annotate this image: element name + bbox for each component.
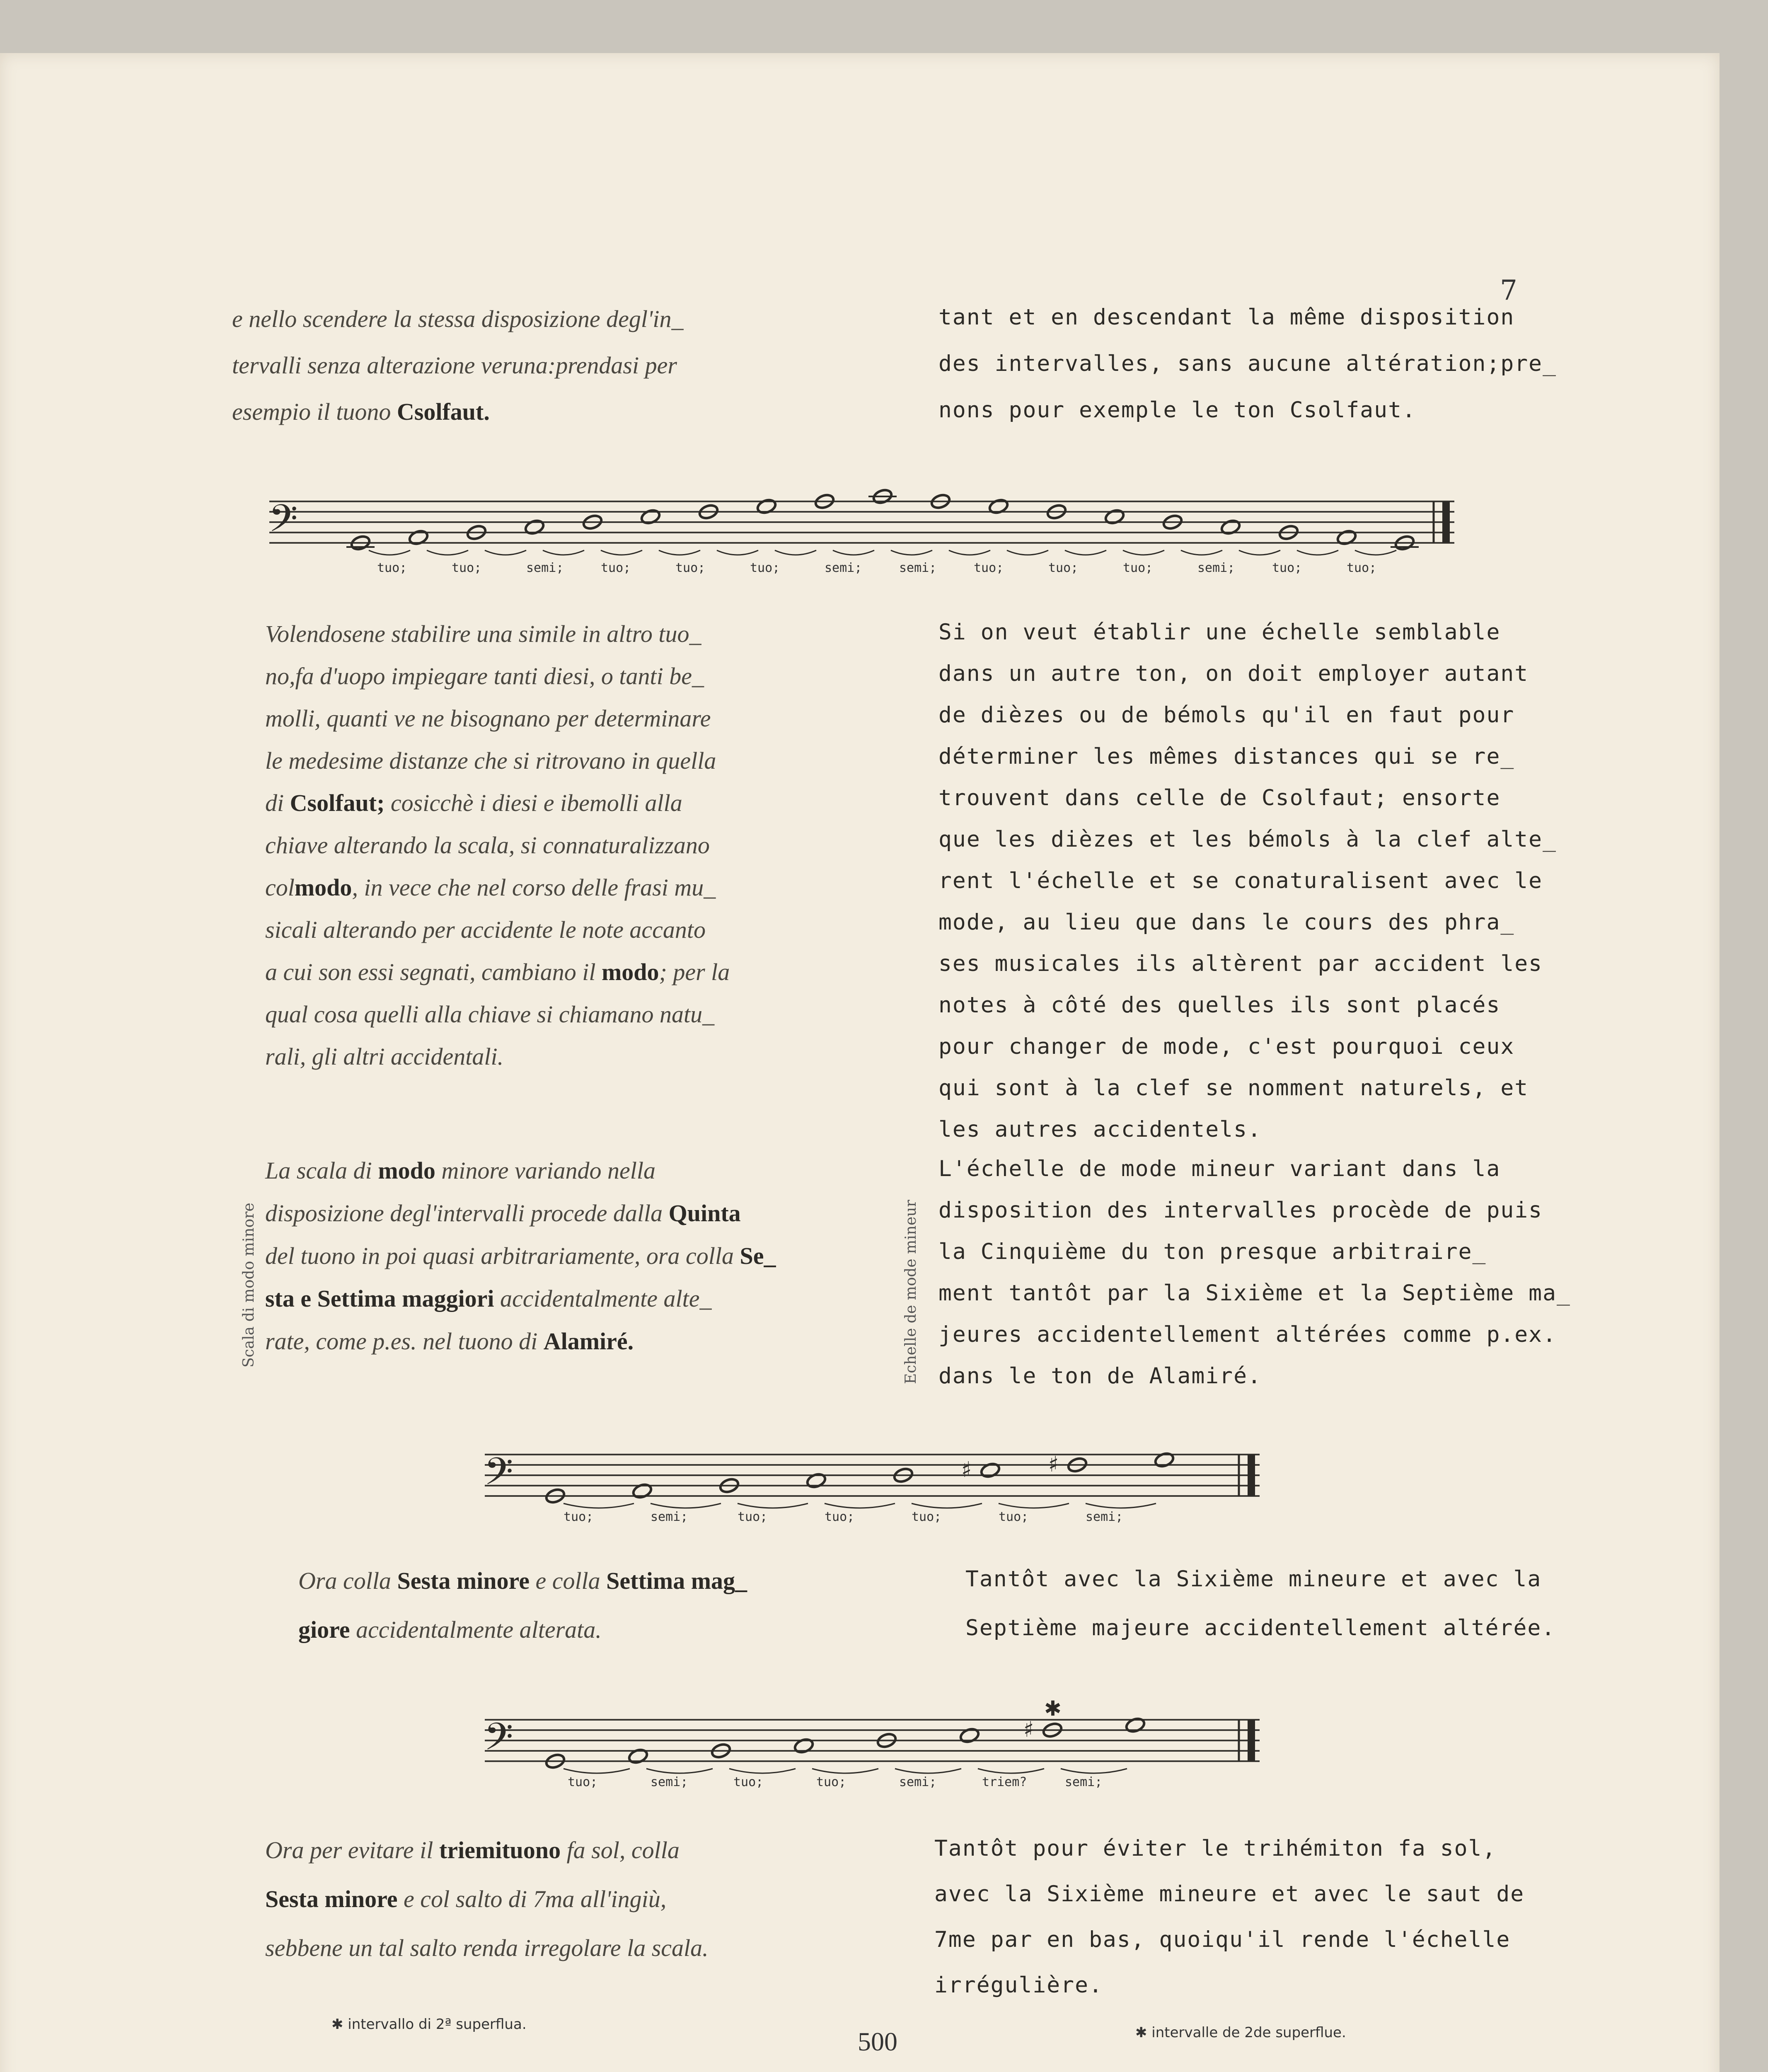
slur <box>564 1503 634 1508</box>
italian-line <box>232 305 684 333</box>
staff1-step-labels <box>377 561 1376 575</box>
italian-line <box>265 746 716 775</box>
slur <box>427 550 468 555</box>
text-run: Volendosene stabilire una simile in altro tuo_ <box>265 620 701 647</box>
italian-line <box>265 662 704 690</box>
text-run: Settima mag_ <box>606 1567 747 1594</box>
slur <box>485 550 526 555</box>
side-label-italian: Scala di modo minore <box>240 1203 257 1368</box>
italian-line <box>265 958 730 986</box>
slur <box>1181 550 1222 555</box>
text-run: del tuono in poi quasi arbitrariamente, ora colla <box>265 1242 740 1269</box>
bass-clef-icon: 𝄢 <box>484 1715 513 1768</box>
slur <box>825 1503 895 1508</box>
interval-label: tuo; <box>733 1775 764 1789</box>
french-line: rent l'échelle et se conaturalisent avec le <box>938 868 1543 893</box>
text-run: minore variando nella <box>435 1157 655 1184</box>
french-line: Septième majeure accidentellement altérée. <box>965 1615 1556 1641</box>
slur <box>978 1769 1044 1773</box>
interval-label: tuo; <box>1048 561 1079 575</box>
text-run: a cui son essi segnati, cambiano il <box>265 959 602 985</box>
italian-line <box>265 1284 712 1312</box>
interval-label: tuo; <box>750 561 780 575</box>
slur <box>564 1769 630 1773</box>
staff2-lines <box>485 1455 1260 1496</box>
interval-label: tuo; <box>601 561 631 575</box>
italian-line <box>265 1156 655 1184</box>
slur <box>1007 550 1048 555</box>
italian-line <box>265 1934 709 1962</box>
italian-line <box>265 1885 666 1913</box>
text-run: modo <box>378 1157 435 1184</box>
staff3-step-labels <box>568 1775 1102 1789</box>
text-run: rate, come p.es. nel tuono di <box>265 1328 544 1355</box>
slur <box>1086 1503 1156 1508</box>
sharp-icon: ♯ <box>1048 1452 1059 1477</box>
interval-label: semi; <box>651 1510 688 1524</box>
text-run: accidentalmente alte_ <box>494 1285 712 1312</box>
french-line: ses musicales ils altèrent par accident les <box>938 951 1543 976</box>
text-run: le medesime distanze che si ritrovano in quella <box>265 747 716 774</box>
slur <box>717 550 758 555</box>
text-run: sebbene un tal salto renda irregolare la scala. <box>265 1934 709 1961</box>
staff-c-major-scale <box>257 477 1583 584</box>
text-run: Csolfaut; <box>290 789 385 816</box>
interval-label: semi; <box>651 1775 688 1789</box>
bass-clef-icon: 𝄢 <box>268 496 298 549</box>
slur <box>812 1769 878 1773</box>
french-line: notes à côté des quelles ils sont placés <box>938 992 1501 1018</box>
text-run: giore <box>298 1616 350 1643</box>
slur <box>949 550 990 555</box>
french-line: 7me par en bas, quoiqu'il rende l'échelle <box>934 1927 1511 1952</box>
staff-a-minor-scale <box>472 1438 1260 1537</box>
staff-a-minor-harmonic <box>472 1695 1260 1794</box>
french-line: tant et en descendant la même disposition <box>938 305 1515 330</box>
french-line: que les dièzes et les bémols à la clef alte_ <box>938 827 1557 852</box>
text-run: Ora colla <box>298 1567 397 1594</box>
italian-line <box>265 1199 741 1227</box>
italian-line <box>265 620 701 648</box>
slur <box>895 1769 961 1773</box>
text-run: sicali alterando per accidente le note accanto <box>265 916 706 943</box>
french-line: jeures accidentellement altérées comme p.ex. <box>938 1322 1557 1347</box>
french-line: mode, au lieu que dans le cours des phra_ <box>938 910 1515 935</box>
italian-line <box>298 1615 602 1644</box>
interval-label: tuo; <box>999 1510 1029 1524</box>
italian-line <box>232 351 677 379</box>
text-run: triemituono <box>439 1837 561 1864</box>
text-run: molli, quanti ve ne bisognano per determinare <box>265 705 711 732</box>
sharp-icon: ♯ <box>1023 1717 1034 1742</box>
interval-label: triem? <box>982 1775 1027 1789</box>
text-run: Alamiré. <box>543 1328 634 1355</box>
slur <box>543 550 584 555</box>
french-line: des intervalles, sans aucune altération;pre_ <box>938 351 1557 376</box>
italian-line <box>265 704 711 732</box>
text-run: disposizione degl'intervalli procede dalla <box>265 1200 669 1227</box>
text-run: e col salto di 7ma all'ingiù, <box>397 1886 667 1912</box>
asterisk-icon: ✱ <box>1044 1697 1062 1721</box>
interval-label: tuo; <box>1272 561 1302 575</box>
interval-label: semi; <box>526 561 564 575</box>
interval-label: tuo; <box>974 561 1004 575</box>
interval-label: semi; <box>1065 1775 1103 1789</box>
text-run: e nello scendere la stessa disposizione degl'in_ <box>232 305 684 332</box>
french-line: L'échelle de mode mineur variant dans la <box>938 1156 1501 1181</box>
interval-label: tuo; <box>675 561 706 575</box>
interval-label: tuo; <box>825 1510 855 1524</box>
french-line: ment tantôt par la Sixième et la Septième ma_ <box>938 1280 1571 1306</box>
french-line: avec la Sixième mineure et avec le saut de <box>934 1881 1525 1907</box>
sharp-icon: ♯ <box>961 1457 972 1482</box>
interval-label: tuo; <box>568 1775 598 1789</box>
staff2-step-labels <box>564 1510 1123 1524</box>
french-line: déterminer les mêmes distances qui se re_ <box>938 744 1515 769</box>
text-run: tervalli senza alterazione veruna:prendasi per <box>232 352 677 379</box>
text-run: Quinta <box>668 1200 741 1227</box>
slur <box>891 550 932 555</box>
text-run: col <box>265 874 295 901</box>
plate-number: 500 <box>858 2027 897 2056</box>
italian-line <box>265 1242 776 1270</box>
interval-label: tuo; <box>816 1775 847 1789</box>
interval-label: tuo; <box>452 561 482 575</box>
slur <box>1239 550 1280 555</box>
text-run: di <box>265 789 290 816</box>
slur <box>833 550 874 555</box>
text-run: chiave alterando la scala, si connaturalizzano <box>265 832 710 859</box>
interval-label: tuo; <box>1347 561 1377 575</box>
page-number: 7 <box>1500 274 1517 306</box>
french-line: trouvent dans celle de Csolfaut; ensorte <box>938 785 1501 811</box>
text-run: e colla <box>529 1567 607 1594</box>
french-line: Si on veut établir une échelle semblable <box>938 620 1501 645</box>
french-line: disposition des intervalles procède de puis <box>938 1198 1543 1223</box>
interval-label: tuo; <box>377 561 407 575</box>
italian-line <box>298 1566 747 1595</box>
slur <box>775 550 816 555</box>
french-line: Tantôt pour éviter le trihémiton fa sol, <box>934 1836 1497 1861</box>
italian-line <box>265 1327 634 1355</box>
footnote-french: ✱ intervalle de 2de superflue. <box>1135 2024 1346 2041</box>
text-run: La scala di <box>265 1157 378 1184</box>
italian-line <box>265 1042 503 1070</box>
text-run: qual cosa quelli alla chiave si chiamano natu_ <box>265 1001 715 1028</box>
text-run: fa sol, colla <box>561 1837 680 1864</box>
italian-line <box>265 915 706 944</box>
text-run: ; per la <box>659 959 730 985</box>
slur <box>601 550 642 555</box>
text-run: , in vece che nel corso delle frasi mu_ <box>352 874 716 901</box>
slur <box>1065 550 1106 555</box>
text-run: rali, gli altri accidentali. <box>265 1043 504 1070</box>
interval-label: tuo; <box>912 1510 942 1524</box>
text-run: Ora per evitare il <box>265 1837 439 1864</box>
italian-line <box>232 397 490 426</box>
french-line: irrégulière. <box>934 1973 1103 1998</box>
staff1-lines <box>269 501 1454 543</box>
slur <box>659 550 700 555</box>
text-run: Se_ <box>740 1242 776 1269</box>
slur <box>999 1503 1069 1508</box>
slur <box>369 550 410 555</box>
french-line: dans un autre ton, on doit employer autant <box>938 661 1529 686</box>
text-run: Sesta minore <box>397 1567 530 1594</box>
staff3-notes <box>545 1716 1146 1773</box>
interval-label: semi; <box>1086 1510 1123 1524</box>
side-label-french: Echelle de mode mineur <box>902 1200 919 1384</box>
french-line: la Cinquième du ton presque arbitraire_ <box>938 1239 1487 1264</box>
interval-label: semi; <box>1197 561 1235 575</box>
french-line: qui sont à la clef se nomment naturels, et <box>938 1075 1529 1101</box>
slur <box>1123 550 1164 555</box>
interval-label: tuo; <box>1123 561 1153 575</box>
slur <box>738 1503 808 1508</box>
slur <box>1297 550 1338 555</box>
italian-line <box>265 831 710 859</box>
french-line: Tantôt avec la Sixième mineure et avec la <box>965 1566 1542 1592</box>
text-run: Sesta minore <box>265 1886 398 1912</box>
text-run: no,fa d'uopo impiegare tanti diesi, o tanti be_ <box>265 663 704 690</box>
text-run: accidentalmente alterata. <box>350 1616 602 1643</box>
text-run: cosicchè i diesi e ibemolli alla <box>385 789 682 816</box>
italian-line <box>265 873 716 901</box>
text-run: sta e Settima maggiori <box>265 1285 494 1312</box>
interval-label: semi; <box>825 561 862 575</box>
slur <box>912 1503 982 1508</box>
slur <box>729 1769 796 1773</box>
french-line: nons pour exemple le ton Csolfaut. <box>938 397 1416 423</box>
slur <box>1061 1769 1127 1773</box>
slur <box>646 1769 713 1773</box>
interval-label: semi; <box>899 1775 937 1789</box>
french-line: les autres accidentels. <box>938 1117 1262 1142</box>
text-run: modo <box>294 874 352 901</box>
french-line: dans le ton de Alamiré. <box>938 1363 1262 1389</box>
slur <box>651 1503 721 1508</box>
bass-clef-icon: 𝄢 <box>484 1450 513 1503</box>
slur <box>1355 550 1396 555</box>
italian-line <box>265 1000 714 1028</box>
text-run: modo <box>601 959 659 985</box>
interval-label: semi; <box>899 561 937 575</box>
italian-line <box>265 1836 680 1864</box>
french-line: de dièzes ou de bémols qu'il en faut pour <box>938 702 1515 728</box>
text-run: esempio il tuono <box>232 398 397 425</box>
footnote-italian: ✱ intervallo di 2ª superflua. <box>331 2016 527 2033</box>
italian-line <box>265 789 682 817</box>
staff2-notes <box>545 1451 1175 1508</box>
french-line: pour changer de mode, c'est pourquoi ceux <box>938 1034 1515 1059</box>
interval-label: tuo; <box>564 1510 594 1524</box>
text-run: Csolfaut. <box>397 398 490 425</box>
interval-label: tuo; <box>738 1510 768 1524</box>
